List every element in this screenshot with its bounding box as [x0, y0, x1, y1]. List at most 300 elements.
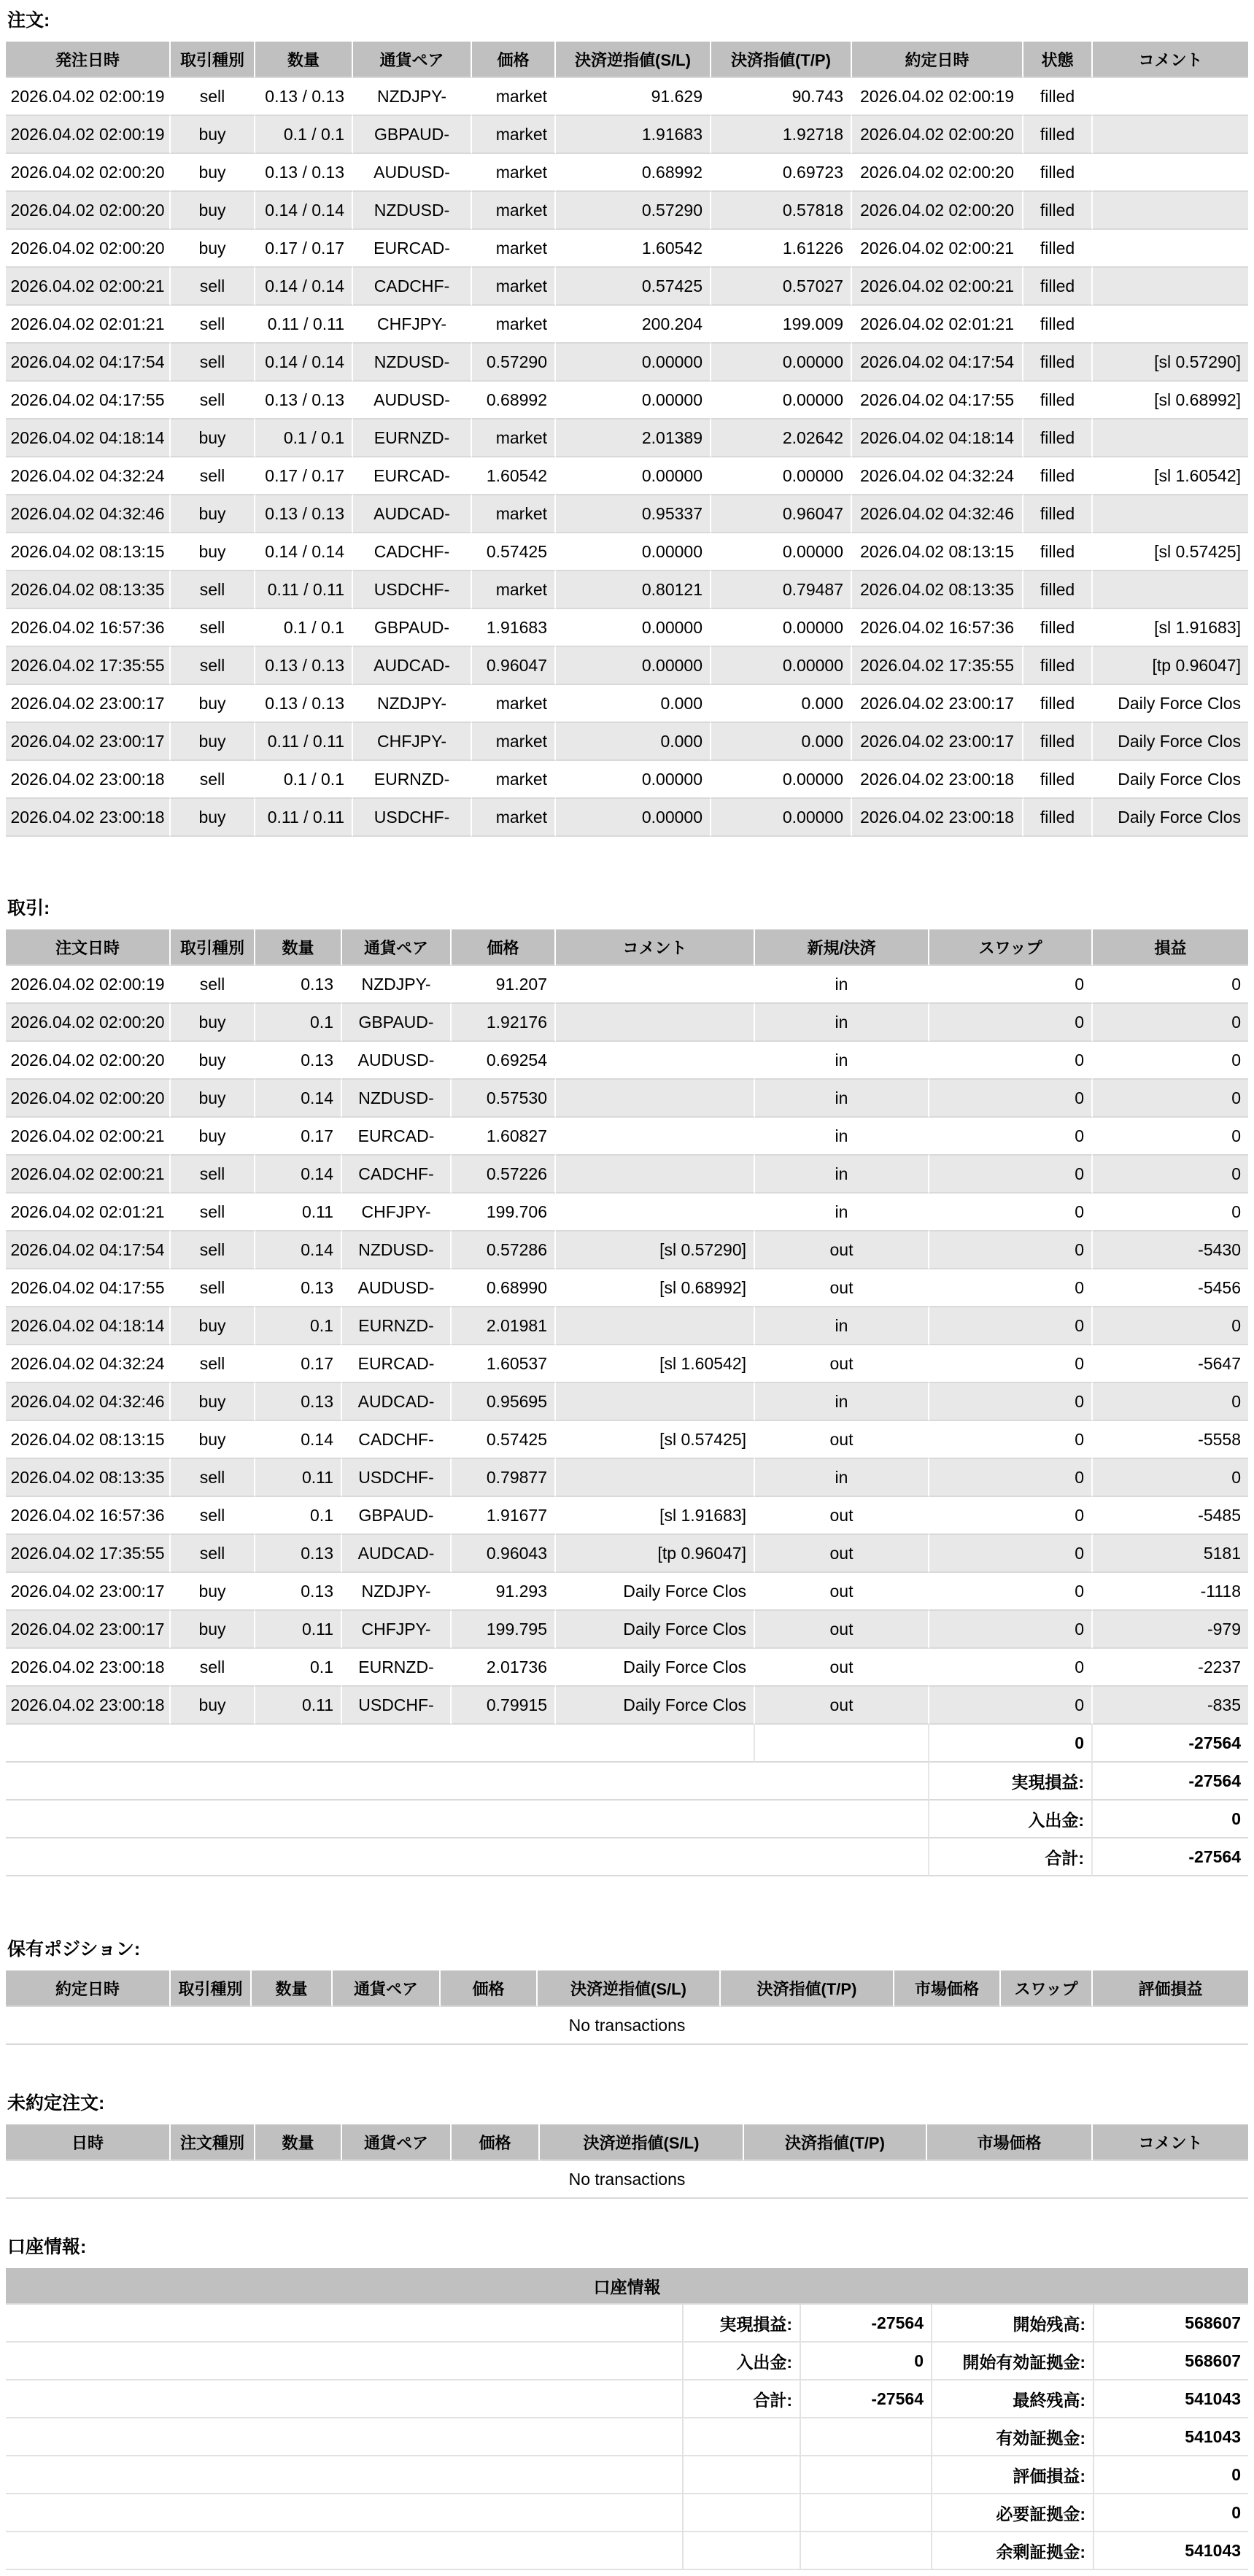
- table-cell: 0: [929, 1080, 1093, 1118]
- table-cell: [sl 1.60542]: [556, 1345, 755, 1383]
- table-cell: GBPAUD-: [342, 1004, 452, 1042]
- table-cell: Daily Force Clos: [1093, 799, 1248, 837]
- table-cell: out: [755, 1573, 929, 1611]
- table-cell: in: [755, 1383, 929, 1421]
- table-cell: 0.13: [255, 1535, 342, 1573]
- table-cell: GBPAUD-: [353, 116, 472, 154]
- table-cell: EURCAD-: [342, 1345, 452, 1383]
- table-cell: 0.17 / 0.17: [255, 457, 353, 495]
- table-cell: 0.14: [255, 1421, 342, 1459]
- account-spacer-cell: [6, 2532, 684, 2570]
- account-label: [684, 2418, 801, 2456]
- table-cell: 0: [1093, 1459, 1248, 1497]
- table-cell: filled: [1023, 116, 1093, 154]
- table-cell: market: [472, 419, 556, 457]
- table-cell: 2026.04.02 04:32:24: [852, 457, 1023, 495]
- table-cell: buy: [171, 1080, 255, 1118]
- section-title-account: 口座情報:: [7, 2237, 87, 2257]
- table-cell: filled: [1023, 609, 1093, 647]
- table-cell: [1093, 230, 1248, 268]
- table-cell: 0.000: [711, 723, 852, 761]
- table-cell: sell: [171, 1649, 255, 1687]
- table-cell: NZDJPY-: [342, 966, 452, 1004]
- table-cell: 0.14: [255, 1231, 342, 1269]
- account-label: [684, 2532, 801, 2570]
- account-spacer-cell: [6, 2418, 684, 2456]
- table-row: [6, 1269, 1248, 1307]
- table-cell: buy: [171, 1611, 255, 1649]
- table-cell: 2026.04.02 04:18:14: [852, 419, 1023, 457]
- table-cell: filled: [1023, 571, 1093, 609]
- table-cell: sell: [171, 457, 255, 495]
- table-cell: -2237: [1093, 1649, 1248, 1687]
- account-value: 568607: [1094, 2305, 1248, 2343]
- table-cell: 1.92176: [452, 1004, 556, 1042]
- table-cell: EURNZD-: [342, 1649, 452, 1687]
- table-cell: 0.00000: [556, 799, 711, 837]
- table-row: [6, 1118, 1248, 1156]
- table-cell: 0.1: [255, 1307, 342, 1345]
- column-header: 数量: [255, 42, 353, 78]
- table-cell: 2026.04.02 02:00:19: [852, 78, 1023, 116]
- table-cell: 91.293: [452, 1573, 556, 1611]
- no-transactions-note: No transactions: [6, 2007, 1248, 2045]
- table-cell: 0.11: [255, 1611, 342, 1649]
- table-cell: filled: [1023, 761, 1093, 799]
- table-cell: -835: [1093, 1687, 1248, 1725]
- table-row: [6, 1649, 1248, 1687]
- table-cell: in: [755, 1004, 929, 1042]
- table-cell: 0: [929, 1156, 1093, 1194]
- table-cell: 0.57290: [472, 344, 556, 382]
- account-value: [801, 2494, 932, 2532]
- column-header: 状態: [1023, 42, 1093, 78]
- account-value: [801, 2456, 932, 2494]
- column-header: 取引種別: [171, 1970, 252, 2007]
- table-cell: 0.14 / 0.14: [255, 192, 353, 230]
- table-row: [6, 1573, 1248, 1611]
- account-spacer-cell: [6, 2494, 684, 2532]
- table-cell: 2026.04.02 02:00:19: [6, 116, 171, 154]
- table-cell: 2026.04.02 23:00:18: [852, 761, 1023, 799]
- table-row: [6, 306, 1248, 344]
- column-header: 約定日時: [852, 42, 1023, 78]
- table-cell: buy: [171, 192, 255, 230]
- table-cell: 2026.04.02 23:00:17: [6, 1573, 171, 1611]
- table-cell: market: [472, 799, 556, 837]
- table-cell: in: [755, 966, 929, 1004]
- table-cell: 1.60537: [452, 1345, 556, 1383]
- table-row: [6, 1497, 1248, 1535]
- table-cell: 5181: [1093, 1535, 1248, 1573]
- table-cell: 0.68992: [472, 382, 556, 419]
- table-row: [6, 1307, 1248, 1345]
- table-cell: 2026.04.02 23:00:18: [6, 1649, 171, 1687]
- account-label: 合計:: [684, 2380, 801, 2418]
- account-label: [684, 2494, 801, 2532]
- table-cell: 2026.04.02 17:35:55: [6, 1535, 171, 1573]
- table-row: [6, 723, 1248, 761]
- table-cell: Daily Force Clos: [556, 1611, 755, 1649]
- column-header: コメント: [556, 929, 755, 966]
- table-cell: 2026.04.02 23:00:17: [6, 723, 171, 761]
- table-cell: 0.13 / 0.13: [255, 647, 353, 685]
- table-cell: sell: [171, 1156, 255, 1194]
- table-cell: buy: [171, 419, 255, 457]
- table-cell: 0: [929, 1042, 1093, 1080]
- table-cell: 2026.04.02 17:35:55: [6, 647, 171, 685]
- account-label: 余剰証拠金:: [932, 2532, 1094, 2570]
- table-cell: [1093, 306, 1248, 344]
- table-cell: NZDUSD-: [353, 192, 472, 230]
- table-cell: 0: [929, 1649, 1093, 1687]
- table-cell: 0: [1093, 1004, 1248, 1042]
- table-cell: [sl 1.91683]: [1093, 609, 1248, 647]
- table-cell: sell: [171, 609, 255, 647]
- account-label: 評価損益:: [932, 2456, 1094, 2494]
- table-row: [6, 799, 1248, 837]
- table-cell: [sl 1.91683]: [556, 1497, 755, 1535]
- table-row: [6, 1687, 1248, 1725]
- table-cell: 0.000: [556, 723, 711, 761]
- table-cell: CHFJPY-: [342, 1611, 452, 1649]
- column-header: 市場価格: [894, 1970, 1001, 2007]
- table-cell: [556, 1194, 755, 1231]
- table-cell: 2026.04.02 04:32:46: [6, 495, 171, 533]
- table-row: [6, 1042, 1248, 1080]
- summary-swap-total: 0: [929, 1725, 1093, 1763]
- table-cell: -1118: [1093, 1573, 1248, 1611]
- table-cell: [tp 0.96047]: [556, 1535, 755, 1573]
- account-row: [6, 2305, 1248, 2343]
- table-cell: 2026.04.02 08:13:35: [852, 571, 1023, 609]
- account-row: [6, 2532, 1248, 2570]
- table-cell: 0.13 / 0.13: [255, 495, 353, 533]
- table-cell: 2026.04.02 04:32:46: [6, 1383, 171, 1421]
- table-cell: 0.11: [255, 1687, 342, 1725]
- table-cell: 2026.04.02 04:17:55: [6, 382, 171, 419]
- table-cell: GBPAUD-: [342, 1497, 452, 1535]
- table-cell: CHFJPY-: [342, 1194, 452, 1231]
- table-cell: market: [472, 571, 556, 609]
- table-cell: CHFJPY-: [353, 306, 472, 344]
- table-cell: 0: [1093, 966, 1248, 1004]
- table-cell: 0: [1093, 1383, 1248, 1421]
- table-cell: out: [755, 1345, 929, 1383]
- table-cell: [sl 0.57290]: [1093, 344, 1248, 382]
- table-cell: 0.69254: [452, 1042, 556, 1080]
- table-cell: [1093, 78, 1248, 116]
- table-cell: out: [755, 1497, 929, 1535]
- account-value: 568607: [1094, 2343, 1248, 2380]
- column-header: 評価損益: [1093, 1970, 1248, 2007]
- table-cell: 199.009: [711, 306, 852, 344]
- table-cell: NZDJPY-: [353, 685, 472, 723]
- account-value: -27564: [801, 2305, 932, 2343]
- table-cell: 0.00000: [711, 761, 852, 799]
- summary-value: -27564: [1093, 1763, 1248, 1801]
- table-row: [6, 1535, 1248, 1573]
- table-cell: [556, 1080, 755, 1118]
- table-cell: 0.13: [255, 966, 342, 1004]
- positions-section: [6, 1935, 1248, 2045]
- table-cell: buy: [171, 154, 255, 192]
- table-cell: EURCAD-: [353, 457, 472, 495]
- table-cell: market: [472, 723, 556, 761]
- table-cell: Daily Force Clos: [1093, 761, 1248, 799]
- table-cell: EURNZD-: [342, 1307, 452, 1345]
- table-cell: 0: [929, 1307, 1093, 1345]
- table-cell: CADCHF-: [342, 1421, 452, 1459]
- table-cell: 2026.04.02 16:57:36: [6, 1497, 171, 1535]
- table-row: [6, 685, 1248, 723]
- table-cell: 2026.04.02 23:00:18: [6, 1687, 171, 1725]
- table-cell: [sl 0.57290]: [556, 1231, 755, 1269]
- table-cell: [6, 1763, 929, 1801]
- table-cell: [6, 1725, 755, 1763]
- table-row: [6, 1156, 1248, 1194]
- table-cell: 0.57027: [711, 268, 852, 306]
- orders-section: [6, 6, 1248, 837]
- table-cell: 2026.04.02 23:00:17: [6, 1611, 171, 1649]
- summary-value: 0: [1093, 1801, 1248, 1838]
- table-cell: 2026.04.02 02:00:21: [852, 268, 1023, 306]
- table-cell: 2026.04.02 02:00:19: [6, 966, 171, 1004]
- table-cell: 2026.04.02 02:00:20: [6, 192, 171, 230]
- column-header: 通貨ペア: [342, 929, 452, 966]
- table-cell: 2026.04.02 04:17:54: [852, 344, 1023, 382]
- table-cell: filled: [1023, 723, 1093, 761]
- column-header: 価格: [452, 2124, 540, 2161]
- table-cell: 0.11 / 0.11: [255, 799, 353, 837]
- column-header: 日時: [6, 2124, 171, 2161]
- no-transactions-note: No transactions: [6, 2161, 1248, 2199]
- table-cell: 2026.04.02 04:18:14: [6, 419, 171, 457]
- table-cell: -5456: [1093, 1269, 1248, 1307]
- table-cell: in: [755, 1156, 929, 1194]
- account-value: 541043: [1094, 2380, 1248, 2418]
- table-cell: 2026.04.02 02:00:20: [852, 192, 1023, 230]
- table-cell: [1093, 419, 1248, 457]
- orders-table: [6, 42, 1248, 837]
- header-row: [6, 929, 1248, 966]
- table-cell: -5558: [1093, 1421, 1248, 1459]
- table-cell: buy: [171, 1004, 255, 1042]
- table-cell: 1.91683: [556, 116, 711, 154]
- pending-table: [6, 2124, 1248, 2199]
- table-cell: NZDJPY-: [353, 78, 472, 116]
- table-cell: market: [472, 761, 556, 799]
- account-label: 有効証拠金:: [932, 2418, 1094, 2456]
- table-row: [6, 78, 1248, 116]
- summary-totals-row: [6, 1725, 1248, 1763]
- account-label: 開始残高:: [932, 2305, 1094, 2343]
- table-cell: 2026.04.02 23:00:18: [852, 799, 1023, 837]
- table-cell: 0.00000: [556, 457, 711, 495]
- table-cell: GBPAUD-: [353, 609, 472, 647]
- table-cell: 0: [929, 966, 1093, 1004]
- table-cell: [sl 0.68992]: [1093, 382, 1248, 419]
- table-cell: 2026.04.02 16:57:36: [852, 609, 1023, 647]
- column-header: 取引種別: [171, 42, 255, 78]
- table-cell: market: [472, 78, 556, 116]
- table-cell: filled: [1023, 799, 1093, 837]
- summary-row: [6, 1838, 1248, 1876]
- table-cell: 0.13 / 0.13: [255, 685, 353, 723]
- table-cell: 0.57818: [711, 192, 852, 230]
- table-cell: 0: [929, 1269, 1093, 1307]
- pending-orders-section: [6, 2089, 1248, 2199]
- table-cell: 91.629: [556, 78, 711, 116]
- table-cell: -5485: [1093, 1497, 1248, 1535]
- table-cell: NZDUSD-: [342, 1080, 452, 1118]
- table-cell: 2.01981: [452, 1307, 556, 1345]
- account-value: 0: [1094, 2494, 1248, 2532]
- positions-table: [6, 1970, 1248, 2045]
- table-row: [6, 609, 1248, 647]
- table-cell: -979: [1093, 1611, 1248, 1649]
- table-cell: [1093, 154, 1248, 192]
- table-cell: 0.1 / 0.1: [255, 116, 353, 154]
- table-cell: 0.80121: [556, 571, 711, 609]
- account-info-section: [6, 2232, 1248, 2570]
- table-cell: 0.57286: [452, 1231, 556, 1269]
- table-cell: buy: [171, 1687, 255, 1725]
- table-cell: 2026.04.02 02:00:20: [852, 154, 1023, 192]
- table-cell: [556, 1156, 755, 1194]
- column-header: 通貨ペア: [333, 1970, 441, 2007]
- column-header: 価格: [472, 42, 556, 78]
- table-row: [6, 116, 1248, 154]
- table-cell: 90.743: [711, 78, 852, 116]
- table-cell: 0: [929, 1004, 1093, 1042]
- table-row: [6, 154, 1248, 192]
- table-cell: sell: [171, 268, 255, 306]
- table-cell: 0.00000: [711, 344, 852, 382]
- table-cell: 0.1 / 0.1: [255, 761, 353, 799]
- table-cell: [556, 1118, 755, 1156]
- deals-section: [6, 894, 1248, 1876]
- account-row: [6, 2418, 1248, 2456]
- table-cell: CHFJPY-: [353, 723, 472, 761]
- table-cell: 0.11: [255, 1459, 342, 1497]
- table-cell: 2026.04.02 02:00:19: [6, 78, 171, 116]
- table-cell: filled: [1023, 495, 1093, 533]
- table-cell: 0.13 / 0.13: [255, 78, 353, 116]
- table-cell: 2.01389: [556, 419, 711, 457]
- table-cell: NZDJPY-: [342, 1573, 452, 1611]
- table-cell: 0.96043: [452, 1535, 556, 1573]
- table-cell: AUDCAD-: [353, 647, 472, 685]
- table-cell: out: [755, 1649, 929, 1687]
- table-cell: NZDUSD-: [353, 344, 472, 382]
- header-row: [6, 42, 1248, 78]
- table-cell: 2.01736: [452, 1649, 556, 1687]
- header-row: [6, 2124, 1248, 2161]
- deals-table-container: [6, 929, 1248, 1876]
- table-cell: buy: [171, 495, 255, 533]
- table-cell: 0: [1093, 1194, 1248, 1231]
- table-cell: 2026.04.02 02:00:21: [6, 268, 171, 306]
- table-cell: 2026.04.02 02:01:21: [6, 306, 171, 344]
- table-cell: EURNZD-: [353, 761, 472, 799]
- table-cell: buy: [171, 230, 255, 268]
- table-cell: 0.13: [255, 1042, 342, 1080]
- table-cell: sell: [171, 1269, 255, 1307]
- table-cell: [556, 1459, 755, 1497]
- table-cell: sell: [171, 1497, 255, 1535]
- table-cell: 0.00000: [711, 382, 852, 419]
- table-cell: 2026.04.02 04:32:46: [852, 495, 1023, 533]
- table-cell: buy: [171, 1118, 255, 1156]
- table-cell: 0.79487: [711, 571, 852, 609]
- column-header: コメント: [1093, 2124, 1248, 2161]
- table-cell: AUDUSD-: [342, 1269, 452, 1307]
- table-cell: buy: [171, 116, 255, 154]
- table-cell: 0.00000: [556, 533, 711, 571]
- table-cell: 0.11 / 0.11: [255, 306, 353, 344]
- table-cell: 0.13: [255, 1573, 342, 1611]
- table-cell: AUDUSD-: [353, 382, 472, 419]
- table-row: [6, 457, 1248, 495]
- account-value: [801, 2532, 932, 2570]
- account-row: [6, 2456, 1248, 2494]
- table-cell: 0.57226: [452, 1156, 556, 1194]
- table-cell: 0: [1093, 1156, 1248, 1194]
- table-cell: 0.68990: [452, 1269, 556, 1307]
- table-cell: 0.11 / 0.11: [255, 723, 353, 761]
- table-cell: in: [755, 1307, 929, 1345]
- table-cell: [6, 1838, 929, 1876]
- table-cell: 0.14 / 0.14: [255, 268, 353, 306]
- table-cell: out: [755, 1611, 929, 1649]
- table-cell: CADCHF-: [353, 268, 472, 306]
- table-cell: 0.14 / 0.14: [255, 344, 353, 382]
- table-cell: 2026.04.02 16:57:36: [6, 609, 171, 647]
- account-label: 入出金:: [684, 2343, 801, 2380]
- table-cell: [1093, 268, 1248, 306]
- table-cell: sell: [171, 647, 255, 685]
- table-cell: 2026.04.02 02:00:20: [6, 154, 171, 192]
- table-cell: 0.57290: [556, 192, 711, 230]
- table-row: [6, 761, 1248, 799]
- account-header-row: [6, 2268, 1248, 2305]
- table-cell: 0.95337: [556, 495, 711, 533]
- table-cell: Daily Force Clos: [1093, 685, 1248, 723]
- table-cell: 0.14 / 0.14: [255, 533, 353, 571]
- table-cell: out: [755, 1421, 929, 1459]
- column-header: 注文種別: [171, 2124, 255, 2161]
- table-cell: buy: [171, 723, 255, 761]
- account-value: 0: [1094, 2456, 1248, 2494]
- table-cell: 2026.04.02 08:13:15: [6, 533, 171, 571]
- table-cell: sell: [171, 966, 255, 1004]
- table-cell: EURNZD-: [353, 419, 472, 457]
- table-cell: [sl 0.68992]: [556, 1269, 755, 1307]
- table-cell: 2026.04.02 02:00:20: [6, 1042, 171, 1080]
- table-cell: AUDCAD-: [342, 1383, 452, 1421]
- table-cell: 1.60827: [452, 1118, 556, 1156]
- table-row: [6, 1345, 1248, 1383]
- table-cell: 2026.04.02 02:00:21: [852, 230, 1023, 268]
- empty-row: [6, 2007, 1248, 2045]
- table-cell: 0.17: [255, 1345, 342, 1383]
- table-cell: in: [755, 1459, 929, 1497]
- table-cell: 0: [929, 1194, 1093, 1231]
- table-cell: out: [755, 1535, 929, 1573]
- table-cell: 2026.04.02 23:00:18: [6, 761, 171, 799]
- table-cell: in: [755, 1042, 929, 1080]
